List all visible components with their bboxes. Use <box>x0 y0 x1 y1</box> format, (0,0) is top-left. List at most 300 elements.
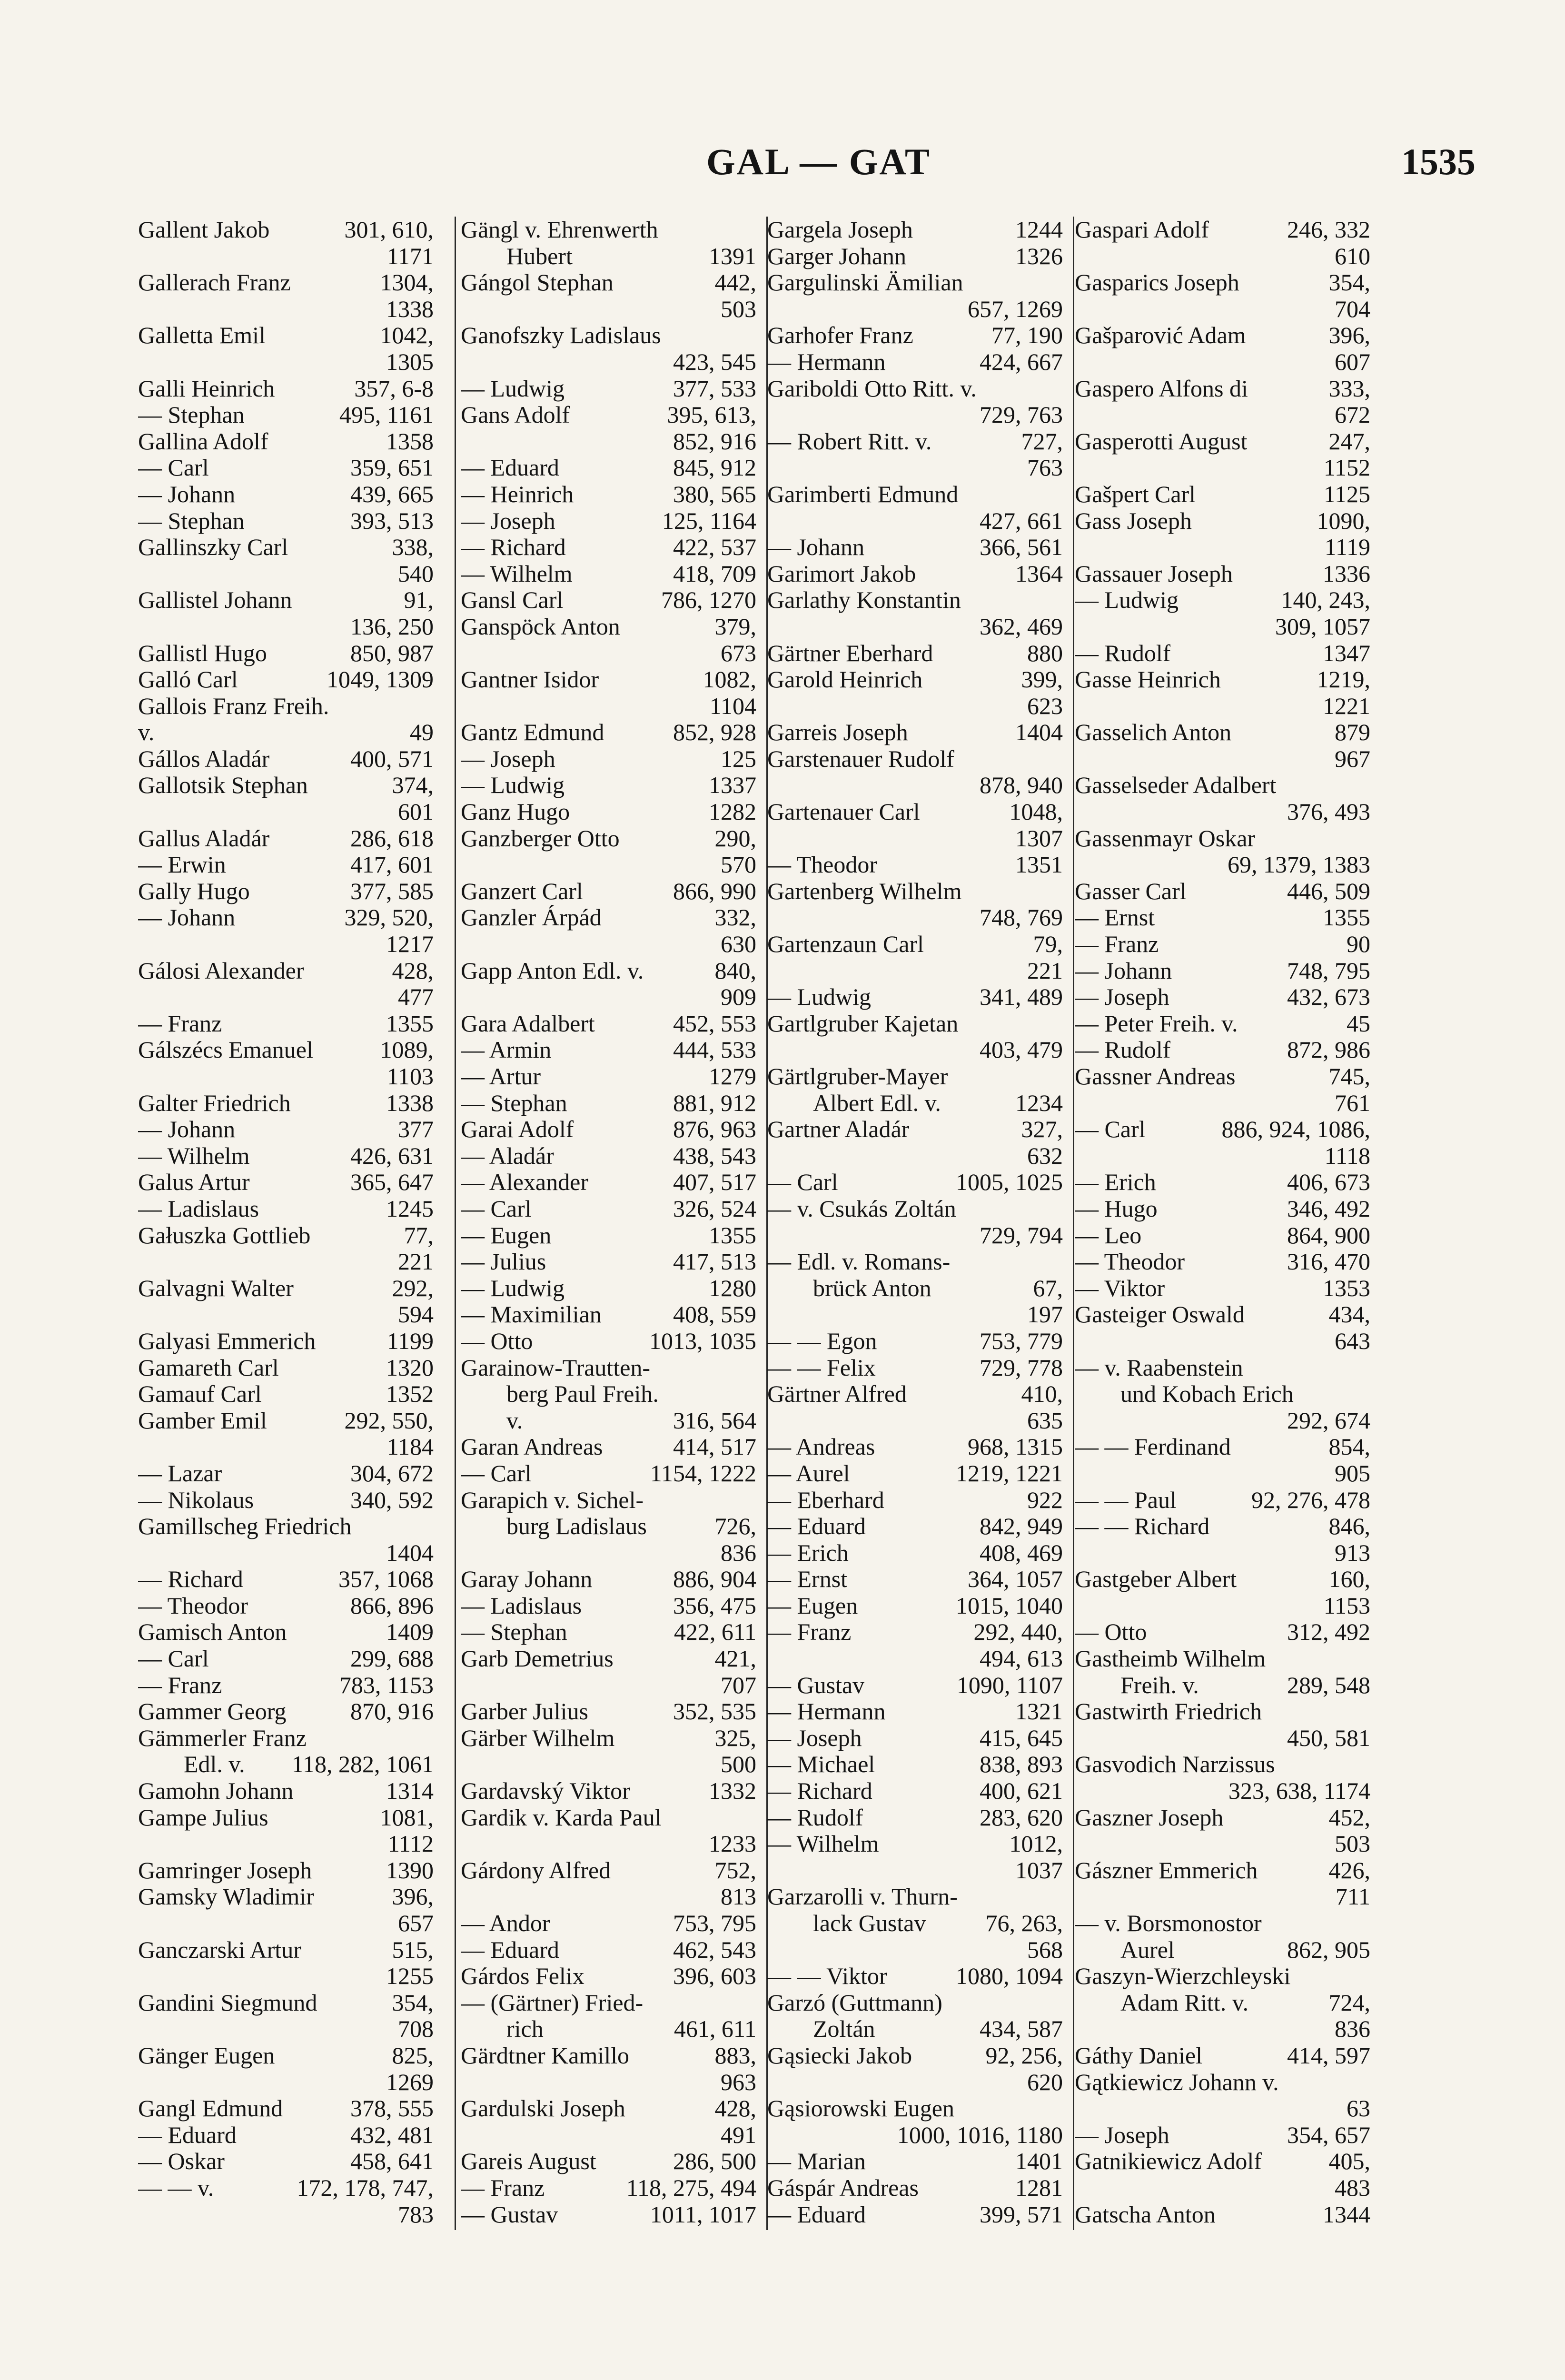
entry-page-refs: 299, 688 <box>350 1646 434 1672</box>
index-entry-line <box>461 1990 758 2016</box>
entry-name: Galvagni Walter <box>138 1275 294 1301</box>
index-entry-line <box>461 2175 758 2202</box>
entry-page-refs: 438, 543 <box>673 1142 756 1169</box>
entry-page-refs: 1321 <box>1015 1698 1063 1725</box>
entry-name: und Kobach Erich <box>1120 1381 1294 1408</box>
index-entry-line <box>1075 1487 1372 1514</box>
entry-page-refs: 838, 893 <box>980 1751 1063 1778</box>
entry-page-refs: 1199 <box>386 1328 434 1354</box>
entry-page-refs: 304, 672 <box>350 1460 434 1487</box>
index-entry-line <box>461 1011 758 1037</box>
index-entry-line <box>138 1381 436 1408</box>
index-entry-line <box>767 2069 1065 2096</box>
index-entry-line <box>767 322 1065 349</box>
entry-name: — Leo <box>1075 1222 1142 1249</box>
entry-name: — Viktor <box>1075 1275 1165 1301</box>
entry-name: v. <box>506 1407 523 1434</box>
entry-page-refs: 610 <box>1335 243 1370 269</box>
index-entry-line <box>461 2043 758 2069</box>
index-entry-line <box>138 1434 436 1460</box>
index-entry-line <box>138 508 436 535</box>
entry-name: Gamringer Joseph <box>138 1857 312 1884</box>
entry-name: — Marian <box>767 2148 866 2175</box>
entry-page-refs: 452, <box>1328 1804 1370 1831</box>
entry-page-refs: 49 <box>410 719 434 746</box>
index-entry-line <box>138 1355 436 1381</box>
index-entry-line <box>138 2043 436 2069</box>
index-entry-line <box>138 481 436 508</box>
index-entry-line <box>138 825 436 852</box>
entry-page-refs: 1364 <box>1015 560 1063 587</box>
index-columns <box>138 217 1407 2237</box>
index-entry-line <box>1075 296 1372 323</box>
index-entry-line <box>461 1513 758 1540</box>
entry-name: Garan Andreas <box>461 1434 603 1460</box>
entry-page-refs: 374, <box>392 772 434 799</box>
entry-page-refs: 620 <box>1027 2069 1063 2095</box>
entry-name: Ganz Hugo <box>461 799 570 825</box>
entry-page-refs: 601 <box>398 799 434 825</box>
index-entry-line <box>461 1222 758 1249</box>
index-entry-line <box>1075 799 1372 825</box>
entry-name: Gastgeber Albert <box>1075 1566 1237 1593</box>
entry-name: Edl. v. <box>184 1751 245 1778</box>
entry-page-refs: 418, 709 <box>673 560 756 587</box>
index-entry-line <box>1075 746 1372 773</box>
index-entry-line <box>138 243 436 270</box>
index-entry-line <box>1075 1143 1372 1170</box>
entry-page-refs: 872, 986 <box>1287 1037 1370 1063</box>
index-entry-line <box>461 2148 758 2175</box>
entry-name: Gaspero Alfons di <box>1075 375 1248 402</box>
index-entry-line <box>138 904 436 931</box>
index-entry-line <box>767 1857 1065 1884</box>
entry-name: — Johann <box>1075 957 1172 984</box>
entry-name: — Carl <box>138 1646 209 1672</box>
entry-page-refs: 1154, 1222 <box>650 1460 756 1487</box>
index-entry-line <box>138 1910 436 1937</box>
entry-name: — Johann <box>138 904 236 931</box>
index-entry-line <box>767 1169 1065 1196</box>
entry-name: — Johann <box>138 481 236 507</box>
index-entry-line <box>461 1328 758 1355</box>
entry-name: — Stephan <box>138 507 245 534</box>
index-entry-line <box>1075 719 1372 746</box>
entry-name: Gallent Jakob <box>138 217 270 243</box>
entry-page-refs: 878, 940 <box>980 772 1063 799</box>
entry-name: Garimort Jakob <box>767 560 916 587</box>
entry-name: Gamisch Anton <box>138 1619 287 1646</box>
index-entry-line <box>461 508 758 535</box>
index-entry-line <box>138 1725 436 1752</box>
entry-name: — Armin <box>461 1037 552 1063</box>
entry-name: — Ernst <box>767 1566 848 1593</box>
entry-page-refs: 1171 <box>386 243 434 269</box>
entry-name: Gärber Wilhelm <box>461 1725 615 1751</box>
entry-name: — Oskar <box>138 2148 225 2175</box>
entry-page-refs: 643 <box>1335 1328 1370 1354</box>
index-entry-line <box>767 2016 1065 2043</box>
index-entry-line <box>138 1513 436 1540</box>
index-entry-line <box>1075 2148 1372 2175</box>
index-entry-line <box>1075 2202 1372 2228</box>
index-entry-line <box>461 1593 758 1619</box>
entry-page-refs: 568 <box>1027 1936 1063 1963</box>
entry-page-refs: 1153 <box>1323 1592 1370 1619</box>
index-entry-line <box>767 349 1065 376</box>
index-entry-line <box>1075 666 1372 693</box>
index-entry-line <box>1075 1090 1372 1117</box>
entry-page-refs: 1401 <box>1015 2148 1063 2175</box>
entry-name: — Eduard <box>138 2122 237 2148</box>
index-entry-line <box>767 1619 1065 1646</box>
entry-page-refs: 340, 592 <box>350 1487 434 1513</box>
entry-page-refs: 136, 250 <box>350 613 434 640</box>
entry-page-refs: 540 <box>398 560 434 587</box>
entry-page-refs: 1089, <box>380 1037 434 1063</box>
index-entry-line <box>1075 2095 1372 2122</box>
entry-page-refs: 840, <box>714 957 756 984</box>
entry-page-refs: 1344 <box>1323 2201 1370 2228</box>
entry-name: — Eduard <box>767 2201 866 2228</box>
entry-name: Gamohn Johann <box>138 1778 294 1805</box>
index-entry-line <box>767 2202 1065 2228</box>
entry-page-refs: 1332 <box>709 1778 756 1805</box>
entry-page-refs: 786, 1270 <box>661 587 756 614</box>
entry-name: Galyasi Emmerich <box>138 1328 316 1354</box>
entry-page-refs: 1012, <box>1009 1831 1063 1857</box>
entry-page-refs: 400, 621 <box>980 1778 1063 1805</box>
entry-name: Gassenmayr Oskar <box>1075 825 1256 852</box>
entry-page-refs: 292, 674 <box>1287 1407 1370 1434</box>
entry-name: Ganczarski Artur <box>138 1936 301 1963</box>
entry-name: Gängl v. Ehrenwerth <box>461 217 658 243</box>
entry-page-refs: 377, 533 <box>673 375 756 402</box>
entry-name: — Rudolf <box>767 1804 863 1831</box>
entry-page-refs: 1307 <box>1015 825 1063 852</box>
index-column-3 <box>767 217 1065 2237</box>
index-entry-line <box>461 455 758 481</box>
entry-page-refs: 366, 561 <box>980 534 1063 561</box>
index-entry-line <box>138 1646 436 1672</box>
index-entry-line <box>767 719 1065 746</box>
entry-name: Galli Heinrich <box>138 375 275 402</box>
entry-name: Gárdos Felix <box>461 1963 584 1990</box>
index-entry-line <box>138 931 436 958</box>
entry-name: Gammer Georg <box>138 1698 287 1725</box>
entry-name: — Joseph <box>1075 984 1169 1011</box>
index-entry-line <box>767 931 1065 958</box>
index-entry-line <box>767 587 1065 614</box>
index-entry-line <box>1075 825 1372 852</box>
index-entry-line <box>1075 1857 1372 1884</box>
index-entry-line <box>767 1116 1065 1143</box>
entry-name: Gallotsik Stephan <box>138 772 308 799</box>
entry-name: — Hermann <box>767 1698 886 1725</box>
entry-page-refs: 657, 1269 <box>968 296 1063 322</box>
index-entry-line <box>138 2069 436 2096</box>
index-entry-line <box>461 1778 758 1805</box>
index-entry-line <box>767 1937 1065 1964</box>
entry-name: Adam Ritt. v. <box>1120 1989 1248 2016</box>
entry-page-refs: 491 <box>721 2122 756 2148</box>
entry-name: Galter Friedrich <box>138 1090 291 1116</box>
index-entry-line <box>1075 1063 1372 1090</box>
entry-name: berg Paul Freih. <box>506 1381 659 1408</box>
entry-page-refs: 329, 520, <box>344 904 434 931</box>
entry-page-refs: 432, 481 <box>350 2122 434 2148</box>
index-entry-line <box>1075 1116 1372 1143</box>
index-entry-line <box>1075 1408 1372 1434</box>
index-entry-line <box>1075 2043 1372 2069</box>
entry-page-refs: 309, 1057 <box>1275 613 1370 640</box>
entry-page-refs: 594 <box>398 1301 434 1328</box>
page-header-title: GAL — GAT <box>706 141 931 182</box>
entry-name: Gans Adolf <box>461 402 570 428</box>
index-entry-line <box>1075 1990 1372 2016</box>
entry-name: — Erich <box>767 1539 849 1566</box>
entry-name: Garapich v. Sichel- <box>461 1487 644 1513</box>
entry-page-refs: 570 <box>721 852 756 878</box>
entry-page-refs: 1391 <box>709 243 756 269</box>
index-entry-line <box>138 1566 436 1593</box>
index-entry-line <box>767 428 1065 455</box>
index-entry-line <box>461 746 758 773</box>
index-entry-line <box>138 984 436 1011</box>
entry-name: Gallois Franz Freih. <box>138 693 329 719</box>
entry-page-refs: 1409 <box>386 1619 434 1646</box>
entry-name: Gärtlgruber-Mayer <box>767 1063 948 1090</box>
index-entry-line <box>138 772 436 799</box>
entry-name: Gassner Andreas <box>1075 1063 1236 1090</box>
index-entry-line <box>1075 561 1372 587</box>
index-entry-line <box>767 746 1065 773</box>
index-entry-line <box>767 1884 1065 1910</box>
entry-page-refs: 428, <box>714 2095 756 2122</box>
entry-page-refs: 424, 667 <box>980 348 1063 375</box>
index-entry-line <box>461 1381 758 1408</box>
entry-name: — Nikolaus <box>138 1487 254 1513</box>
index-entry-line <box>767 561 1065 587</box>
index-entry-line <box>1075 508 1372 535</box>
index-entry-line <box>138 2016 436 2043</box>
entry-page-refs: 286, 618 <box>350 825 434 852</box>
entry-page-refs: 1219, 1221 <box>956 1460 1063 1487</box>
index-entry-line <box>461 1884 758 1910</box>
entry-page-refs: 403, 479 <box>980 1037 1063 1063</box>
index-entry-line <box>461 1963 758 1990</box>
entry-page-refs: 283, 620 <box>980 1804 1063 1831</box>
index-entry-line <box>767 1910 1065 1937</box>
index-entry-line <box>461 825 758 852</box>
entry-name: — Eugen <box>461 1222 552 1249</box>
index-entry-line <box>1075 1301 1372 1328</box>
index-entry-line <box>767 1063 1065 1090</box>
index-entry-line <box>461 2122 758 2149</box>
entry-name: Gaszyn-Wierzchleyski <box>1075 1963 1291 1990</box>
index-entry-line <box>138 852 436 878</box>
index-entry-line <box>461 1672 758 1699</box>
entry-page-refs: 316, 470 <box>1287 1249 1370 1275</box>
entry-name: Gartenauer Carl <box>767 799 920 825</box>
index-entry-line <box>138 1143 436 1170</box>
index-entry-line <box>461 402 758 428</box>
entry-name: — Aurel <box>767 1460 850 1487</box>
entry-name: Gapp Anton Edl. v. <box>461 957 644 984</box>
index-entry-line <box>1075 2175 1372 2202</box>
entry-page-refs: 515, <box>392 1936 434 1963</box>
entry-page-refs: 118, 275, 494 <box>626 2174 756 2201</box>
entry-page-refs: 91, <box>404 587 434 614</box>
index-entry-line <box>767 534 1065 561</box>
index-entry-line <box>461 719 758 746</box>
entry-page-refs: 1336 <box>1323 560 1370 587</box>
index-column-2 <box>461 217 758 2237</box>
index-entry-line <box>1075 1196 1372 1222</box>
index-entry-line <box>767 2095 1065 2122</box>
entry-page-refs: 630 <box>721 931 756 958</box>
index-entry-line <box>138 878 436 905</box>
entry-page-refs: 913 <box>1335 1539 1370 1566</box>
index-entry-line <box>767 1751 1065 1778</box>
index-entry-line <box>138 1884 436 1910</box>
index-entry-line <box>138 1805 436 1831</box>
entry-name: Gamber Emil <box>138 1407 267 1434</box>
entry-name: Gassauer Joseph <box>1075 560 1233 587</box>
entry-name: — Joseph <box>461 507 555 534</box>
entry-page-refs: 352, 535 <box>673 1698 756 1725</box>
entry-page-refs: 846, <box>1328 1513 1370 1540</box>
entry-page-refs: 396, <box>392 1884 434 1910</box>
entry-name: Gandini Siegmund <box>138 1989 317 2016</box>
entry-page-refs: 503 <box>721 296 756 322</box>
entry-name: — Richard <box>767 1778 872 1805</box>
entry-name: — Alexander <box>461 1169 588 1196</box>
entry-name: v. <box>138 719 155 746</box>
entry-name: — Rudolf <box>1075 1037 1171 1063</box>
index-entry-line <box>1075 1328 1372 1355</box>
entry-page-refs: 1353 <box>1323 1275 1370 1301</box>
entry-name: — — Ferdinand <box>1075 1434 1231 1460</box>
entry-page-refs: 881, 912 <box>673 1090 756 1116</box>
entry-page-refs: 968, 1315 <box>968 1434 1063 1460</box>
entry-page-refs: 414, 597 <box>1287 2042 1370 2069</box>
index-entry-line <box>767 2175 1065 2202</box>
index-entry-line <box>461 904 758 931</box>
entry-page-refs: 67, <box>1033 1275 1063 1301</box>
index-entry-line <box>138 2175 436 2202</box>
entry-page-refs: 408, 559 <box>673 1301 756 1328</box>
entry-page-refs: 1082, <box>703 666 756 693</box>
entry-page-refs: 415, 645 <box>980 1725 1063 1751</box>
entry-name: — Ernst <box>1075 904 1155 931</box>
index-entry-line <box>138 1301 436 1328</box>
index-entry-line <box>767 1778 1065 1805</box>
index-entry-line <box>767 1698 1065 1725</box>
entry-name: — Robert Ritt. v. <box>767 428 932 455</box>
index-entry-line <box>461 1063 758 1090</box>
index-entry-line <box>1075 1169 1372 1196</box>
index-entry-line <box>461 1540 758 1567</box>
entry-name: — Ludwig <box>461 375 565 402</box>
entry-name: Ganzert Carl <box>461 878 583 904</box>
entry-name: — Carl <box>138 455 209 481</box>
entry-name: Garimberti Edmund <box>767 481 959 507</box>
entry-page-refs: 850, 987 <box>350 640 434 666</box>
index-entry-line <box>461 1831 758 1857</box>
entry-page-refs: 825, <box>392 2042 434 2069</box>
entry-page-refs: 1358 <box>386 428 434 455</box>
index-entry-line <box>1075 1275 1372 1302</box>
entry-page-refs: 673 <box>721 640 756 666</box>
entry-page-refs: 376, 493 <box>1287 799 1370 825</box>
index-entry-line <box>138 693 436 720</box>
index-entry-line <box>1075 1884 1372 1910</box>
index-entry-line <box>1075 772 1372 799</box>
entry-page-refs: 1282 <box>709 799 756 825</box>
entry-name: — Ludwig <box>1075 587 1179 614</box>
entry-page-refs: 477 <box>398 984 434 1011</box>
entry-name: — Maximilian <box>461 1301 602 1328</box>
entry-name: — Franz <box>461 2174 545 2201</box>
index-entry-line <box>1075 878 1372 905</box>
index-entry-line <box>461 1460 758 1487</box>
index-entry-line <box>461 640 758 667</box>
index-entry-line <box>1075 1355 1372 1381</box>
entry-name: Gämmerler Franz <box>138 1725 307 1751</box>
entry-name: burg Ladislaus <box>506 1513 647 1540</box>
entry-page-refs: 852, 916 <box>673 428 756 455</box>
entry-page-refs: 1042, <box>380 322 434 349</box>
entry-page-refs: 357, 1068 <box>338 1566 434 1593</box>
index-entry-line <box>1075 1910 1372 1937</box>
index-entry-line <box>767 217 1065 243</box>
entry-page-refs: 442, <box>714 269 756 296</box>
entry-page-refs: 880 <box>1027 640 1063 666</box>
index-entry-line <box>1075 1937 1372 1964</box>
index-entry-line <box>461 269 758 296</box>
index-entry-line <box>138 666 436 693</box>
index-entry-line <box>461 561 758 587</box>
entry-name: Gasselseder Adalbert <box>1075 772 1277 799</box>
index-entry-line <box>767 1725 1065 1752</box>
index-entry-line <box>767 1037 1065 1063</box>
entry-name: — Franz <box>767 1619 852 1646</box>
entry-page-refs: 632 <box>1027 1142 1063 1169</box>
entry-page-refs: 316, 564 <box>673 1407 756 1434</box>
entry-page-refs: 428, <box>392 957 434 984</box>
index-entry-line <box>138 1011 436 1037</box>
entry-name: Garger Johann <box>767 243 907 269</box>
entry-page-refs: 783, 1153 <box>339 1672 434 1698</box>
entry-name: Gállos Aladár <box>138 745 270 772</box>
entry-name: Garold Heinrich <box>767 666 923 693</box>
entry-name: — Carl <box>1075 1116 1146 1143</box>
entry-name: — Carl <box>461 1460 532 1487</box>
entry-page-refs: 1090, 1107 <box>956 1672 1063 1698</box>
entry-page-refs: 427, 661 <box>980 507 1063 534</box>
index-entry-line <box>138 1460 436 1487</box>
entry-page-refs: 292, 550, <box>344 1407 434 1434</box>
entry-page-refs: 395, 613, <box>667 402 756 428</box>
index-entry-line <box>767 984 1065 1011</box>
entry-page-refs: 726, <box>714 1513 756 1540</box>
entry-page-refs: 1355 <box>386 1010 434 1037</box>
index-column-1 <box>138 217 436 2237</box>
entry-page-refs: 1184 <box>386 1434 434 1460</box>
entry-name: Gaspari Adolf <box>1075 217 1209 243</box>
entry-page-refs: 854, <box>1328 1434 1370 1460</box>
